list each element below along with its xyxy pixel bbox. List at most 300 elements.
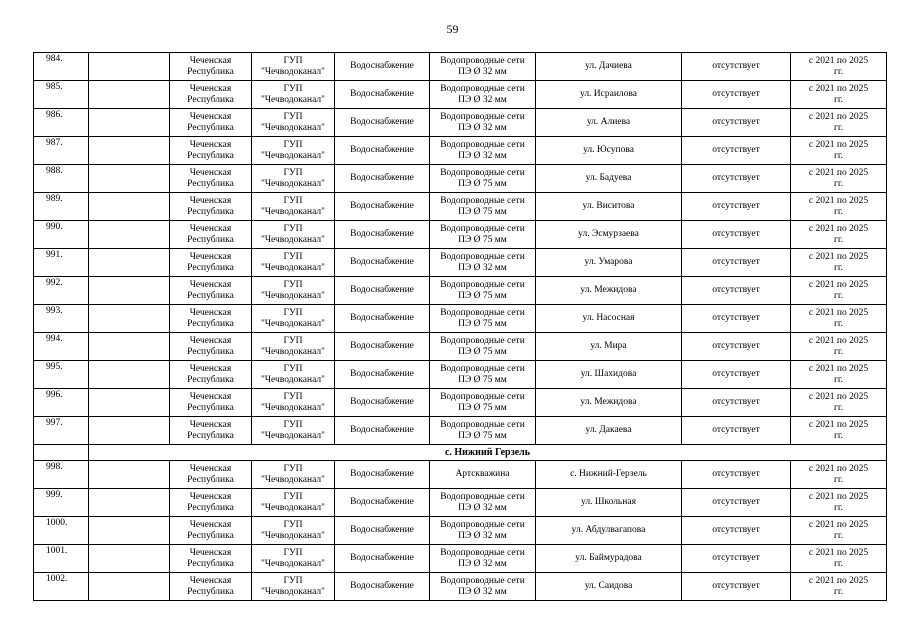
table-row xyxy=(34,489,887,517)
type-cell: Водоснабжение xyxy=(335,277,430,305)
address-cell: ул. Исраилова xyxy=(536,81,682,109)
region-cell xyxy=(170,165,252,193)
section-row xyxy=(34,445,887,461)
period-cell-line: с 2021 по 2025 xyxy=(808,223,869,234)
organization-cell-line: ГУП xyxy=(283,139,303,150)
period-cell-line: с 2021 по 2025 xyxy=(808,463,869,474)
object-cell-line: ПЭ Ø 32 мм xyxy=(458,558,507,569)
period-cell-line: гг. xyxy=(833,558,844,569)
region-cell xyxy=(170,277,252,305)
period-cell xyxy=(791,417,887,445)
empty-cell xyxy=(89,249,170,277)
row-number: 994. xyxy=(34,333,89,361)
object-cell-line: Водопроводные сети xyxy=(440,223,525,234)
region-cell xyxy=(170,489,252,517)
period-cell-line: с 2021 по 2025 xyxy=(808,307,869,318)
empty-cell xyxy=(89,305,170,333)
table-row xyxy=(34,137,887,165)
region-cell xyxy=(170,545,252,573)
region-cell-line: Республика xyxy=(187,346,234,357)
address-cell: ул. Абдулвагапова xyxy=(536,517,682,545)
region-cell-line: Чеченская xyxy=(189,419,232,430)
period-cell xyxy=(791,545,887,573)
organization-cell-line: ГУП xyxy=(283,111,303,122)
table-row xyxy=(34,573,887,601)
period-cell-line: гг. xyxy=(833,474,844,485)
object-cell-line: Водопроводные сети xyxy=(440,55,525,66)
status-cell: отсутствует xyxy=(682,417,791,445)
organization-cell-line: ГУП xyxy=(283,547,303,558)
empty-cell xyxy=(89,333,170,361)
empty-cell xyxy=(89,221,170,249)
region-cell-line: Чеченская xyxy=(189,391,232,402)
row-number: 990. xyxy=(34,221,89,249)
object-cell-line: Водопроводные сети xyxy=(440,419,525,430)
object-cell xyxy=(430,165,536,193)
period-cell xyxy=(791,249,887,277)
organization-cell xyxy=(252,109,335,137)
region-cell xyxy=(170,361,252,389)
region-cell-line: Чеченская xyxy=(189,251,232,262)
address-cell: ул. Межидова xyxy=(536,389,682,417)
type-cell: Водоснабжение xyxy=(335,461,430,489)
empty-cell xyxy=(89,193,170,221)
region-cell-line: Республика xyxy=(187,206,234,217)
organization-cell xyxy=(252,461,335,489)
region-cell-line: Республика xyxy=(187,530,234,541)
organization-cell-line: "Чечводоканал" xyxy=(261,262,325,273)
object-cell xyxy=(430,193,536,221)
period-cell xyxy=(791,137,887,165)
region-cell xyxy=(170,517,252,545)
organization-cell-line: "Чечводоканал" xyxy=(261,122,325,133)
organization-cell-line: "Чечводоканал" xyxy=(261,234,325,245)
region-cell-line: Чеченская xyxy=(189,463,232,474)
status-cell: отсутствует xyxy=(682,305,791,333)
period-cell xyxy=(791,361,887,389)
status-cell: отсутствует xyxy=(682,109,791,137)
organization-cell xyxy=(252,53,335,81)
table-row xyxy=(34,165,887,193)
object-cell-line: ПЭ Ø 32 мм xyxy=(458,150,507,161)
object-cell-line: Водопроводные сети xyxy=(440,307,525,318)
row-number: 998. xyxy=(34,461,89,489)
region-cell-line: Чеченская xyxy=(189,363,232,374)
row-number: 989. xyxy=(34,193,89,221)
region-cell-line: Чеченская xyxy=(189,491,232,502)
region-cell-line: Республика xyxy=(187,262,234,273)
region-cell-line: Чеченская xyxy=(189,575,232,586)
type-cell: Водоснабжение xyxy=(335,517,430,545)
row-number: 988. xyxy=(34,165,89,193)
object-cell xyxy=(430,109,536,137)
region-cell-line: Чеченская xyxy=(189,55,232,66)
empty-cell xyxy=(89,517,170,545)
row-number: 999. xyxy=(34,489,89,517)
region-cell-line: Чеченская xyxy=(189,83,232,94)
object-cell-line: Водопроводные сети xyxy=(440,363,525,374)
object-cell-line: Водопроводные сети xyxy=(440,83,525,94)
organization-cell xyxy=(252,305,335,333)
object-cell-line: Водопроводные сети xyxy=(440,167,525,178)
organization-cell-line: ГУП xyxy=(283,83,303,94)
region-cell xyxy=(170,137,252,165)
empty-cell xyxy=(89,389,170,417)
organization-cell-line: "Чечводоканал" xyxy=(261,318,325,329)
region-cell xyxy=(170,333,252,361)
object-cell xyxy=(430,221,536,249)
empty-cell xyxy=(89,53,170,81)
address-cell: ул. Юсупова xyxy=(536,137,682,165)
region-cell-line: Республика xyxy=(187,234,234,245)
object-cell-line: ПЭ Ø 75 мм xyxy=(458,318,507,329)
address-cell: ул. Насосная xyxy=(536,305,682,333)
period-cell-line: с 2021 по 2025 xyxy=(808,139,869,150)
row-number: 992. xyxy=(34,277,89,305)
object-cell xyxy=(430,517,536,545)
region-cell xyxy=(170,417,252,445)
region-cell-line: Республика xyxy=(187,290,234,301)
object-cell xyxy=(430,545,536,573)
organization-cell xyxy=(252,221,335,249)
object-cell-line: Водопроводные сети xyxy=(440,279,525,290)
status-cell: отсутствует xyxy=(682,137,791,165)
section-title: с. Нижний Герзель xyxy=(89,445,887,461)
status-cell: отсутствует xyxy=(682,489,791,517)
row-number: 1001. xyxy=(34,545,89,573)
object-cell-line: Водопроводные сети xyxy=(440,547,525,558)
organization-cell xyxy=(252,417,335,445)
period-cell-line: с 2021 по 2025 xyxy=(808,491,869,502)
table-row xyxy=(34,389,887,417)
empty-cell xyxy=(89,109,170,137)
period-cell xyxy=(791,389,887,417)
address-cell: ул. Дакаева xyxy=(536,417,682,445)
region-cell-line: Чеченская xyxy=(189,223,232,234)
organization-cell-line: ГУП xyxy=(283,279,303,290)
table-row xyxy=(34,461,887,489)
period-cell-line: с 2021 по 2025 xyxy=(808,111,869,122)
region-cell-line: Республика xyxy=(187,430,234,441)
region-cell-line: Республика xyxy=(187,374,234,385)
empty-cell xyxy=(89,277,170,305)
organization-cell-line: "Чечводоканал" xyxy=(261,402,325,413)
organization-cell-line: "Чечводоканал" xyxy=(261,430,325,441)
address-cell: ул. Школьная xyxy=(536,489,682,517)
period-cell xyxy=(791,573,887,601)
status-cell: отсутствует xyxy=(682,277,791,305)
type-cell: Водоснабжение xyxy=(335,165,430,193)
object-cell-line: Водопроводные сети xyxy=(440,575,525,586)
organization-cell-line: ГУП xyxy=(283,251,303,262)
table-row xyxy=(34,545,887,573)
organization-cell-line: "Чечводоканал" xyxy=(261,150,325,161)
object-cell xyxy=(430,461,536,489)
address-cell: ул. Умарова xyxy=(536,249,682,277)
organization-cell xyxy=(252,165,335,193)
period-cell xyxy=(791,277,887,305)
organization-cell xyxy=(252,81,335,109)
object-cell xyxy=(430,305,536,333)
status-cell: отсутствует xyxy=(682,361,791,389)
organization-cell xyxy=(252,389,335,417)
organization-cell-line: ГУП xyxy=(283,167,303,178)
period-cell-line: гг. xyxy=(833,502,844,513)
empty-cell xyxy=(89,81,170,109)
organization-cell-line: "Чечводоканал" xyxy=(261,94,325,105)
period-cell-line: с 2021 по 2025 xyxy=(808,83,869,94)
object-cell-line: ПЭ Ø 32 мм xyxy=(458,502,507,513)
period-cell xyxy=(791,53,887,81)
object-cell-line: ПЭ Ø 32 мм xyxy=(458,122,507,133)
object-cell xyxy=(430,53,536,81)
address-cell: ул. Саидова xyxy=(536,573,682,601)
organization-cell-line: ГУП xyxy=(283,363,303,374)
organization-cell xyxy=(252,573,335,601)
address-cell: ул. Дачиева xyxy=(536,53,682,81)
row-number: 996. xyxy=(34,389,89,417)
row-number: 984. xyxy=(34,53,89,81)
table-row xyxy=(34,109,887,137)
organization-cell-line: "Чечводоканал" xyxy=(261,206,325,217)
organization-cell-line: ГУП xyxy=(283,519,303,530)
type-cell: Водоснабжение xyxy=(335,417,430,445)
period-cell-line: с 2021 по 2025 xyxy=(808,279,869,290)
status-cell: отсутствует xyxy=(682,389,791,417)
period-cell-line: с 2021 по 2025 xyxy=(808,575,869,586)
row-number: 1002. xyxy=(34,573,89,601)
organization-cell xyxy=(252,361,335,389)
region-cell-line: Чеченская xyxy=(189,307,232,318)
organization-cell-line: ГУП xyxy=(283,463,303,474)
object-cell-line: ПЭ Ø 32 мм xyxy=(458,530,507,541)
period-cell xyxy=(791,333,887,361)
object-cell-line: ПЭ Ø 75 мм xyxy=(458,206,507,217)
empty-cell xyxy=(89,417,170,445)
period-cell xyxy=(791,81,887,109)
object-cell-line: Водопроводные сети xyxy=(440,335,525,346)
empty-cell xyxy=(89,137,170,165)
empty-cell xyxy=(89,489,170,517)
organization-cell-line: ГУП xyxy=(283,335,303,346)
region-cell xyxy=(170,389,252,417)
address-cell: ул. Бадуева xyxy=(536,165,682,193)
status-cell: отсутствует xyxy=(682,165,791,193)
object-cell xyxy=(430,277,536,305)
object-cell xyxy=(430,137,536,165)
object-cell-line: Водопроводные сети xyxy=(440,195,525,206)
region-cell-line: Республика xyxy=(187,586,234,597)
object-cell-line: Артскважина xyxy=(455,469,510,479)
status-cell: отсутствует xyxy=(682,333,791,361)
period-cell-line: гг. xyxy=(833,374,844,385)
organization-cell xyxy=(252,517,335,545)
region-cell-line: Чеченская xyxy=(189,167,232,178)
period-cell xyxy=(791,165,887,193)
period-cell-line: с 2021 по 2025 xyxy=(808,519,869,530)
type-cell: Водоснабжение xyxy=(335,489,430,517)
table-row xyxy=(34,517,887,545)
row-number: 1000. xyxy=(34,517,89,545)
period-cell xyxy=(791,489,887,517)
region-cell xyxy=(170,573,252,601)
object-cell-line: ПЭ Ø 75 мм xyxy=(458,374,507,385)
period-cell-line: гг. xyxy=(833,262,844,273)
organization-cell-line: "Чечводоканал" xyxy=(261,66,325,77)
rows-after xyxy=(34,461,887,601)
object-cell xyxy=(430,361,536,389)
table-row xyxy=(34,221,887,249)
table-row xyxy=(34,193,887,221)
period-cell-line: гг. xyxy=(833,346,844,357)
empty-cell xyxy=(89,361,170,389)
empty-cell xyxy=(89,573,170,601)
period-cell-line: гг. xyxy=(833,234,844,245)
region-cell-line: Республика xyxy=(187,150,234,161)
region-cell xyxy=(170,461,252,489)
type-cell: Водоснабжение xyxy=(335,249,430,277)
status-cell: отсутствует xyxy=(682,545,791,573)
period-cell-line: с 2021 по 2025 xyxy=(808,251,869,262)
period-cell-line: гг. xyxy=(833,206,844,217)
type-cell: Водоснабжение xyxy=(335,573,430,601)
status-cell: отсутствует xyxy=(682,573,791,601)
period-cell-line: гг. xyxy=(833,530,844,541)
section-num-cell xyxy=(34,445,89,461)
page-number: 59 xyxy=(446,22,459,36)
type-cell: Водоснабжение xyxy=(335,81,430,109)
type-cell: Водоснабжение xyxy=(335,109,430,137)
organization-cell xyxy=(252,137,335,165)
organization-cell-line: ГУП xyxy=(283,307,303,318)
region-cell xyxy=(170,249,252,277)
region-cell-line: Республика xyxy=(187,178,234,189)
type-cell: Водоснабжение xyxy=(335,389,430,417)
region-cell-line: Чеченская xyxy=(189,139,232,150)
organization-cell-line: ГУП xyxy=(283,223,303,234)
organization-cell-line: "Чечводоканал" xyxy=(261,558,325,569)
region-cell-line: Чеченская xyxy=(189,111,232,122)
region-cell-line: Республика xyxy=(187,502,234,513)
object-cell-line: ПЭ Ø 75 мм xyxy=(458,178,507,189)
period-cell-line: гг. xyxy=(833,178,844,189)
region-cell-line: Республика xyxy=(187,402,234,413)
type-cell: Водоснабжение xyxy=(335,221,430,249)
address-cell: ул. Шахидова xyxy=(536,361,682,389)
organization-cell-line: "Чечводоканал" xyxy=(261,178,325,189)
period-cell-line: гг. xyxy=(833,122,844,133)
object-cell xyxy=(430,389,536,417)
organization-cell-line: "Чечводоканал" xyxy=(261,346,325,357)
empty-cell xyxy=(89,165,170,193)
section-block xyxy=(34,445,887,461)
period-cell xyxy=(791,221,887,249)
object-cell-line: ПЭ Ø 75 мм xyxy=(458,234,507,245)
type-cell: Водоснабжение xyxy=(335,333,430,361)
period-cell xyxy=(791,109,887,137)
object-cell xyxy=(430,573,536,601)
region-cell-line: Республика xyxy=(187,94,234,105)
type-cell: Водоснабжение xyxy=(335,53,430,81)
object-cell-line: ПЭ Ø 75 мм xyxy=(458,430,507,441)
period-cell-line: гг. xyxy=(833,402,844,413)
object-cell-line: ПЭ Ø 32 мм xyxy=(458,262,507,273)
organization-cell-line: ГУП xyxy=(283,575,303,586)
table-row xyxy=(34,333,887,361)
period-cell-line: гг. xyxy=(833,150,844,161)
region-cell-line: Чеченская xyxy=(189,547,232,558)
status-cell: отсутствует xyxy=(682,221,791,249)
object-cell-line: Водопроводные сети xyxy=(440,391,525,402)
status-cell: отсутствует xyxy=(682,517,791,545)
table-row xyxy=(34,305,887,333)
object-cell-line: Водопроводные сети xyxy=(440,139,525,150)
row-number: 987. xyxy=(34,137,89,165)
organization-cell-line: ГУП xyxy=(283,195,303,206)
empty-cell xyxy=(89,545,170,573)
period-cell-line: с 2021 по 2025 xyxy=(808,419,869,430)
period-cell-line: с 2021 по 2025 xyxy=(808,335,869,346)
period-cell-line: гг. xyxy=(833,290,844,301)
address-cell: ул. Межидова xyxy=(536,277,682,305)
object-cell-line: Водопроводные сети xyxy=(440,111,525,122)
region-cell xyxy=(170,193,252,221)
row-number: 985. xyxy=(34,81,89,109)
period-cell-line: с 2021 по 2025 xyxy=(808,547,869,558)
row-number: 997. xyxy=(34,417,89,445)
status-cell: отсутствует xyxy=(682,461,791,489)
object-cell-line: ПЭ Ø 32 мм xyxy=(458,94,507,105)
organization-cell-line: "Чечводоканал" xyxy=(261,374,325,385)
organization-cell-line: ГУП xyxy=(283,55,303,66)
rows-before xyxy=(34,53,887,445)
table-row xyxy=(34,417,887,445)
address-cell: ул. Мира xyxy=(536,333,682,361)
address-cell: с. Нижний-Герзель xyxy=(536,461,682,489)
organization-cell-line: ГУП xyxy=(283,419,303,430)
organization-cell-line: "Чечводоканал" xyxy=(261,586,325,597)
table-row xyxy=(34,361,887,389)
type-cell: Водоснабжение xyxy=(335,137,430,165)
period-cell-line: гг. xyxy=(833,318,844,329)
object-cell-line: ПЭ Ø 32 мм xyxy=(458,66,507,77)
object-cell xyxy=(430,81,536,109)
region-cell-line: Республика xyxy=(187,66,234,77)
address-cell: ул. Алиева xyxy=(536,109,682,137)
period-cell xyxy=(791,461,887,489)
region-cell xyxy=(170,305,252,333)
row-number: 993. xyxy=(34,305,89,333)
period-cell-line: с 2021 по 2025 xyxy=(808,391,869,402)
region-cell xyxy=(170,109,252,137)
organization-cell xyxy=(252,249,335,277)
object-cell-line: ПЭ Ø 75 мм xyxy=(458,402,507,413)
organization-cell-line: "Чечводоканал" xyxy=(261,530,325,541)
table-row xyxy=(34,53,887,81)
organization-cell xyxy=(252,277,335,305)
organization-cell-line: "Чечводоканал" xyxy=(261,502,325,513)
region-cell xyxy=(170,81,252,109)
object-cell xyxy=(430,249,536,277)
type-cell: Водоснабжение xyxy=(335,361,430,389)
table-row xyxy=(34,81,887,109)
region-cell-line: Чеченская xyxy=(189,519,232,530)
row-number: 991. xyxy=(34,249,89,277)
period-cell xyxy=(791,517,887,545)
organization-cell-line: ГУП xyxy=(283,391,303,402)
region-cell-line: Чеченская xyxy=(189,279,232,290)
period-cell-line: гг. xyxy=(833,94,844,105)
